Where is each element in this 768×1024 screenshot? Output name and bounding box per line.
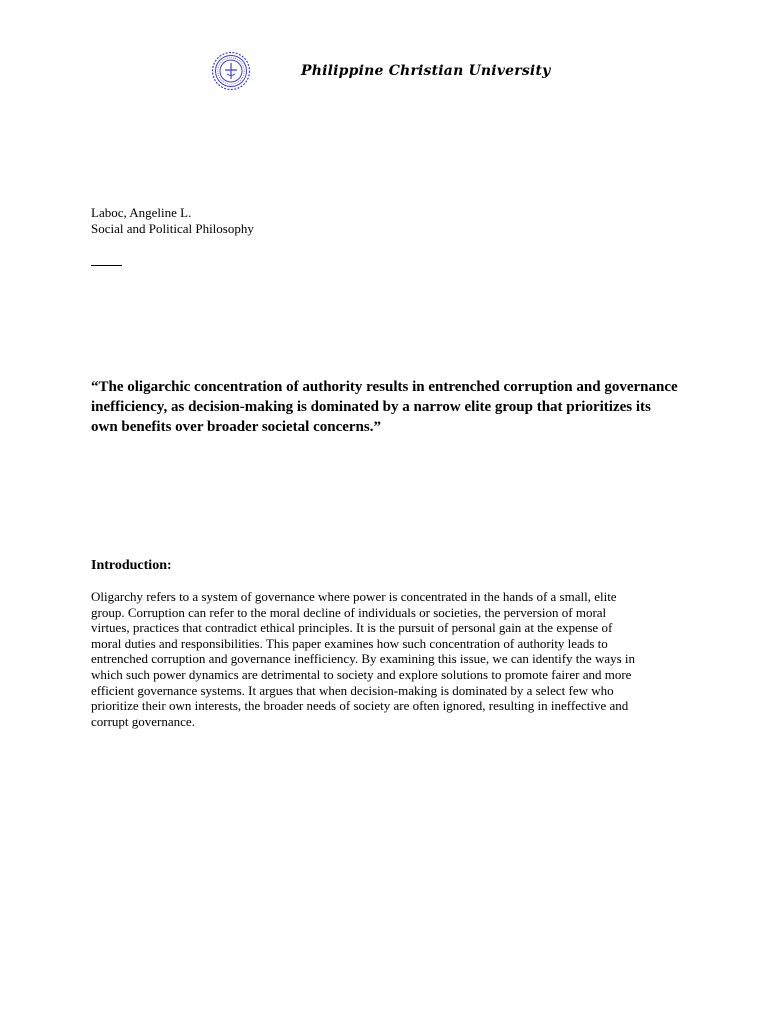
separator-line [91, 265, 122, 266]
paragraph-line: corrupt governance. [91, 713, 195, 729]
paragraph-line: group. Corruption can refer to the moral decline of individuals or societies, the perversion of moral [91, 604, 607, 620]
thesis-statement: “The oligarchic concentration of authority results in entrenched corruption and governance inefficiency, as decision-making is dominated by a narrow elite group that prioritizes its own benefits over broader societal concerns.” [91, 379, 678, 435]
paragraph-line: entrenched corruption and governance inefficiency. By examining this issue, we can identify the ways in [91, 651, 636, 667]
paragraph-line: efficient governance systems. It argues that when decision-making is dominated by a select few who [91, 682, 614, 698]
author-name: Laboc, Angeline L. [91, 205, 192, 220]
university-seal-icon [211, 51, 251, 91]
paragraph-line: moral duties and responsibilities. This paper examines how such concentration of authority leads to [91, 635, 608, 651]
paragraph-line: virtues, practices that contradict ethical principles. It is the pursuit of personal gain at the expense of [91, 620, 613, 636]
author-block [91, 205, 254, 237]
paragraph-line: which such power dynamics are detrimental to society and explore solutions to promote fairer and more [91, 666, 632, 682]
paragraph-line: prioritize their own interests, the broader needs of society are often ignored, resulting in ineffective and [91, 698, 629, 714]
introduction-paragraph [91, 589, 681, 729]
section-heading: Introduction: [91, 558, 172, 573]
paragraph-line: Oligarchy refers to a system of governance where power is concentrated in the hands of a small, elite [91, 589, 617, 604]
course-name: Social and Political Philosophy [91, 221, 254, 236]
university-name: Philippine Christian University [301, 63, 551, 79]
